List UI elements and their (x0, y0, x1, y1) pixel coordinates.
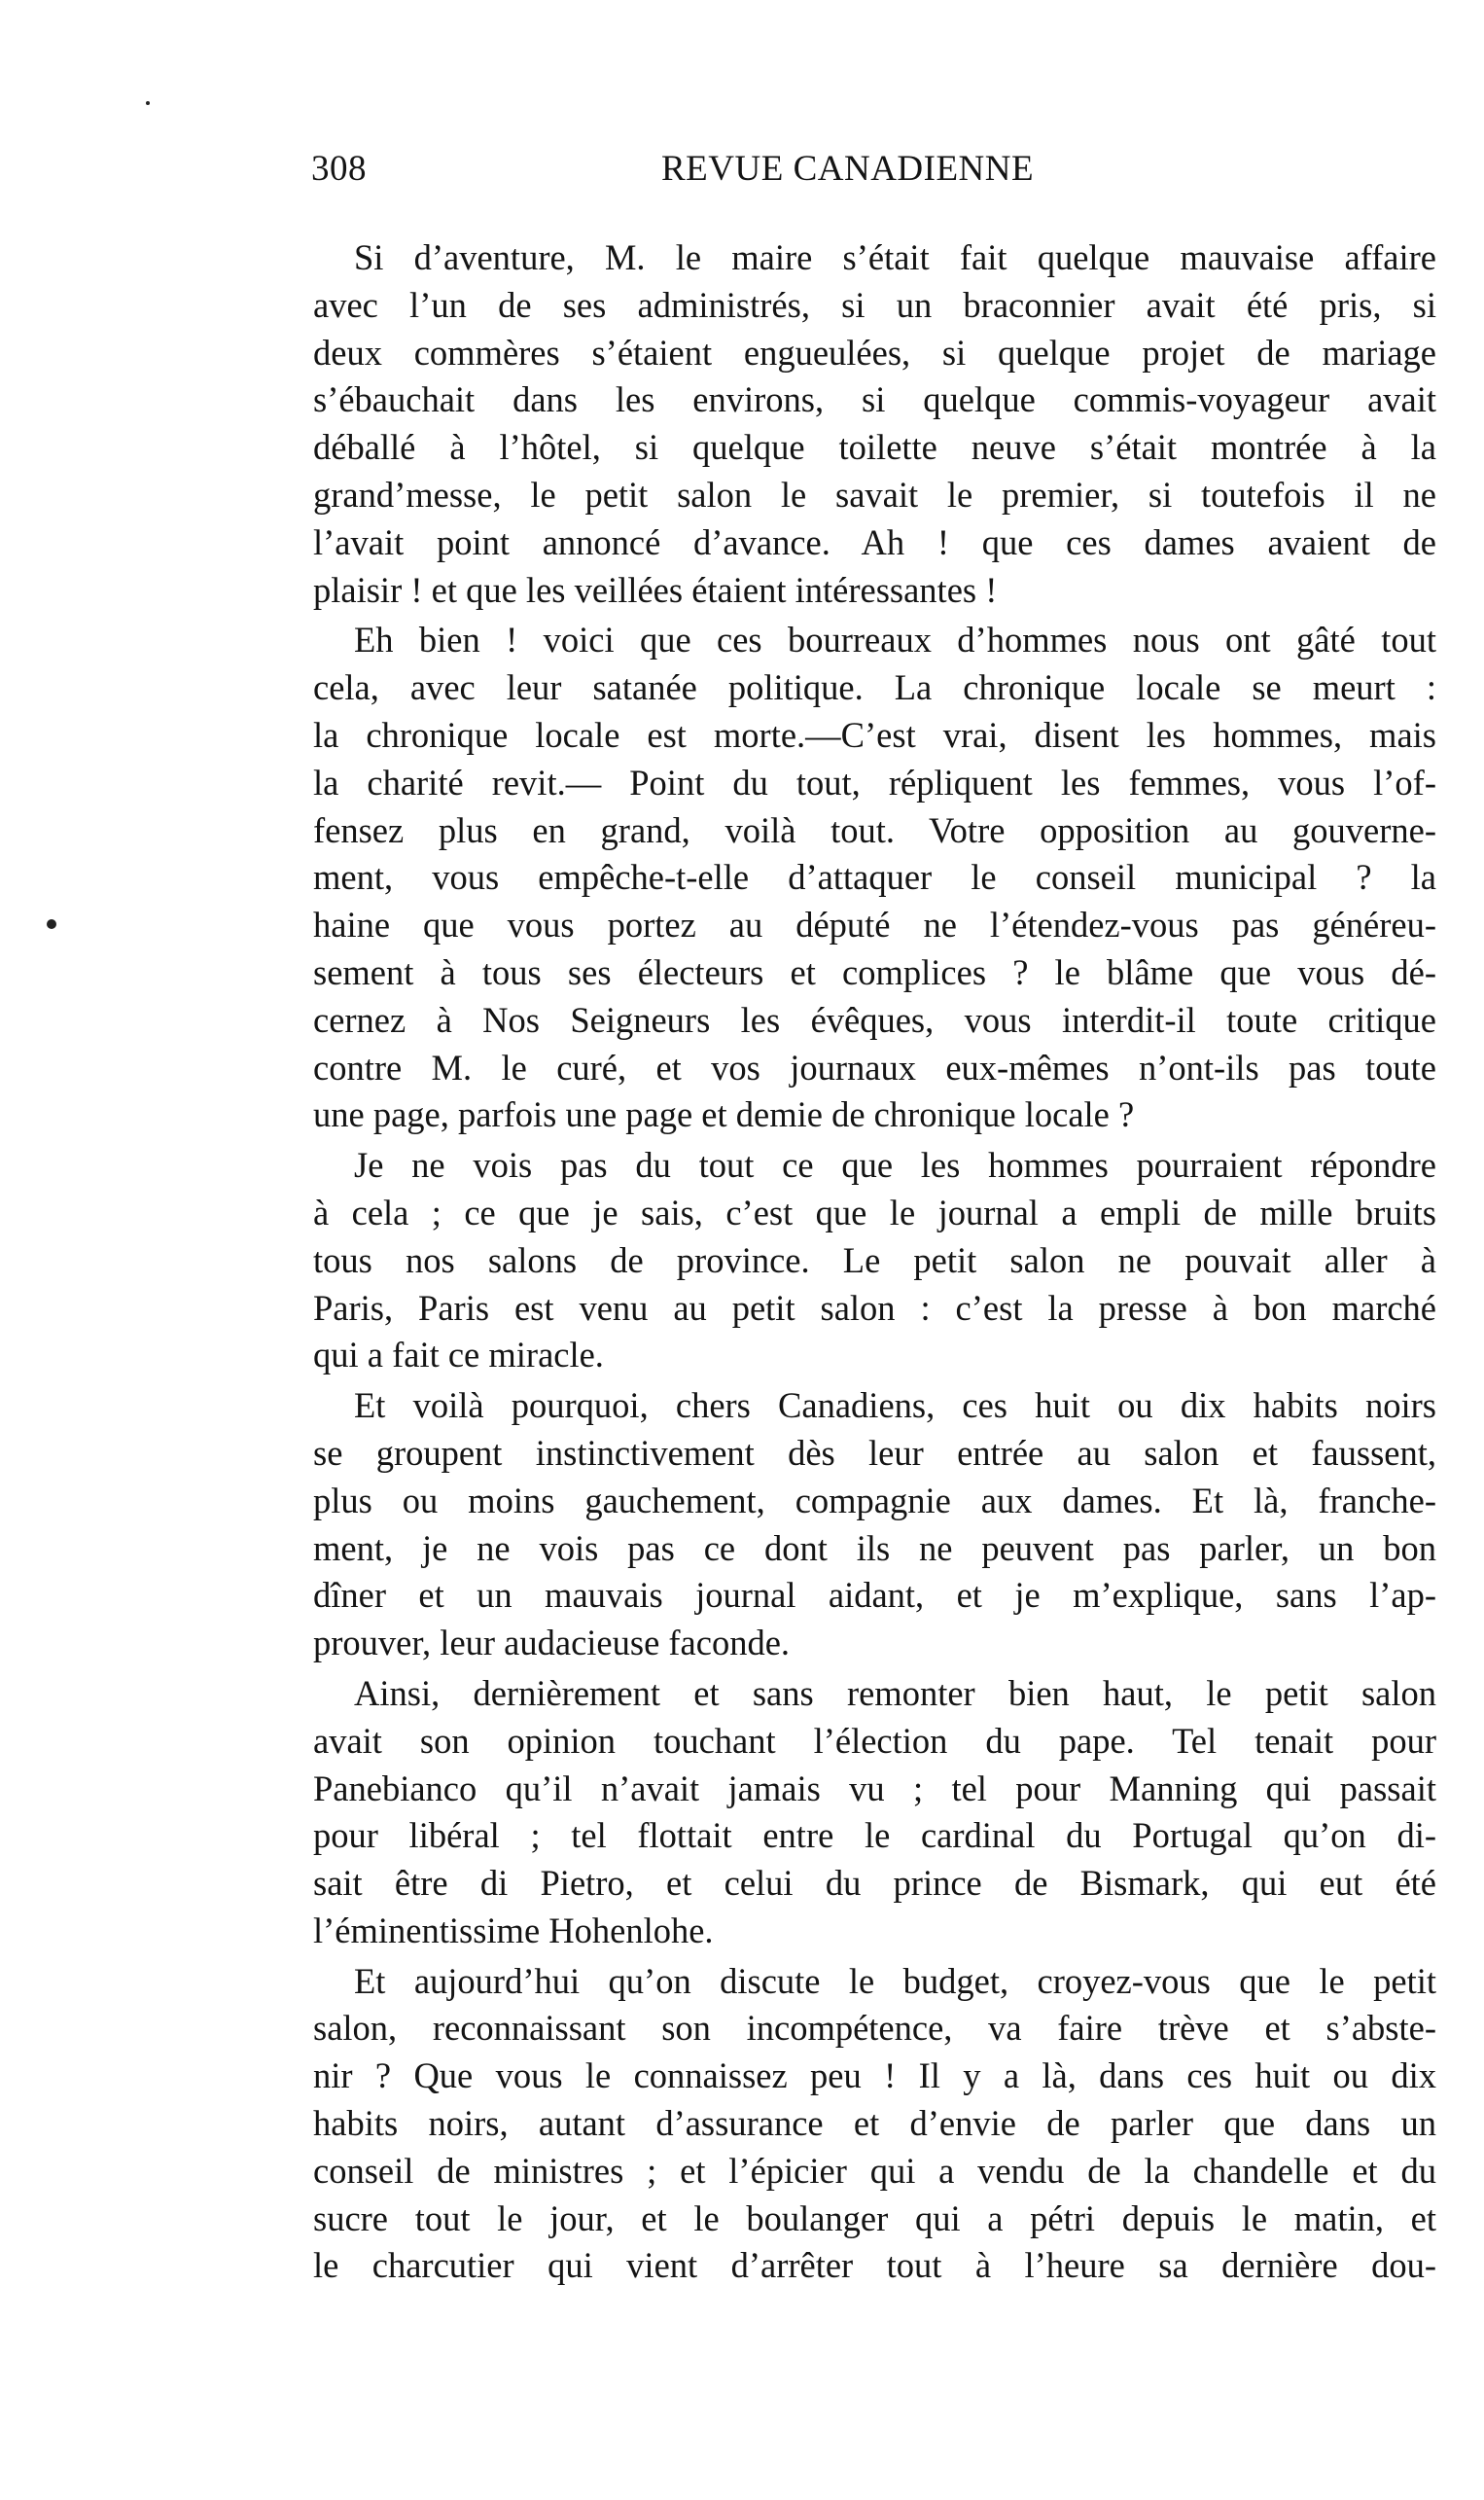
paragraph-5 (313, 1667, 1436, 1955)
text-line: sement à tous ses électeurs et complices ? le blâme que vous dé- (313, 951, 1436, 992)
page-header (311, 148, 1148, 196)
text-line: deux commères s’étaient engueulées, si quelque projet de mariage (313, 332, 1436, 373)
text-line: grand’messe, le petit salon le savait le premier, si toutefois il ne (313, 474, 1436, 515)
text-line: ment, je ne vois pas ce dont ils ne peuvent pas parler, un bon (313, 1527, 1436, 1568)
text-line: Et aujourd’hui qu’on discute le budget, croyez-vous que le petit (354, 1960, 1436, 2001)
text-line: déballé à l’hôtel, si quelque toilette neuve s’était montrée à la (313, 427, 1436, 468)
page-number: 308 (311, 149, 367, 189)
text-line: fensez plus en grand, voilà tout. Votre opposition au gouverne- (313, 809, 1436, 850)
text-line: Panebianco qu’il n’avait jamais vu ; tel pour Manning qui passait (313, 1768, 1436, 1808)
text-line: avec l’un de ses administrés, si un braconnier avait été pris, si (313, 284, 1436, 325)
text-line: l’éminentissime Hohenlohe. (313, 1910, 714, 1950)
text-line: Si d’aventure, M. le maire s’était fait quelque mauvaise affaire (354, 237, 1436, 277)
text-line: la chronique locale est morte.—C’est vrai, disent les hommes, mais (313, 714, 1436, 755)
text-line: le charcutier qui vient d’arrêter tout à l’heure sa dernière dou- (313, 2245, 1436, 2286)
text-line: sucre tout le jour, et le boulanger qui a pétri depuis le matin, et (313, 2197, 1436, 2238)
scan-speck (47, 919, 56, 929)
text-line: plus ou moins gauchement, compagnie aux dames. Et là, franche- (313, 1480, 1436, 1520)
text-line: s’ébauchait dans les environs, si quelque commis-voyageur avait (313, 379, 1436, 420)
text-line: tous nos salons de province. Le petit salon ne pouvait aller à (313, 1239, 1436, 1280)
text-line: Et voilà pourquoi, chers Canadiens, ces huit ou dix habits noirs (354, 1385, 1436, 1426)
paragraph-1 (313, 232, 1436, 614)
paragraph-3 (313, 1139, 1436, 1379)
text-line: conseil de ministres ; et l’épicier qui a vendu de la chandelle et du (313, 2150, 1436, 2191)
paragraph-2 (313, 614, 1436, 1139)
text-line: cernez à Nos Seigneurs les évêques, vous interdit-il toute critique (313, 999, 1436, 1040)
text-line: salon, reconnaissant son incompétence, va faire trève et s’abste- (313, 2008, 1436, 2049)
text-line: ment, vous empêche-t-elle d’attaquer le conseil municipal ? la (313, 857, 1436, 898)
text-line: Paris, Paris est venu au petit salon : c’est la presse à bon marché (313, 1287, 1436, 1328)
text-line: Je ne vois pas du tout ce que les hommes pourraient répondre (354, 1145, 1436, 1186)
scan-speck (146, 101, 150, 105)
text-line: dîner et un mauvais journal aidant, et je m’explique, sans l’ap- (313, 1575, 1436, 1616)
text-line: se groupent instinctivement dès leur entrée au salon et faussent, (313, 1432, 1436, 1473)
text-line: cela, avec leur satanée politique. La chronique locale se meurt : (313, 667, 1436, 708)
text-line: nir ? Que vous le connaissez peu ! Il y a là, dans ces huit ou dix (313, 2055, 1436, 2096)
text-line: Ainsi, dernièrement et sans remonter bien haut, le petit salon (354, 1672, 1436, 1713)
text-line: la charité revit.— Point du tout, répliquent les femmes, vous l’of- (313, 762, 1436, 803)
text-line: plaisir ! et que les veillées étaient intéressantes ! (313, 569, 998, 610)
text-line: à cela ; ce que je sais, c’est que le journal a empli de mille bruits (313, 1192, 1436, 1232)
text-line: qui a fait ce miracle. (313, 1335, 604, 1375)
body-text (313, 232, 1436, 2290)
text-line: habits noirs, autant d’assurance et d’envie de parler que dans un (313, 2103, 1436, 2144)
text-line: prouver, leur audacieuse faconde. (313, 1623, 791, 1663)
paragraph-6 (313, 1955, 1436, 2291)
text-line: l’avait point annoncé d’avance. Ah ! que ces dames avaient de (313, 521, 1436, 562)
running-title: REVUE CANADIENNE (661, 149, 1035, 189)
paragraph-4 (313, 1379, 1436, 1667)
text-line: haine que vous portez au député ne l’étendez-vous pas généreu- (313, 905, 1436, 946)
text-line: une page, parfois une page et demie de chronique locale ? (313, 1094, 1135, 1135)
text-line: contre M. le curé, et vos journaux eux-mêmes n’ont-ils pas toute (313, 1047, 1436, 1088)
text-line: avait son opinion touchant l’élection du pape. Tel tenait pour (313, 1720, 1436, 1761)
text-line: pour libéral ; tel flottait entre le cardinal du Portugal qu’on di- (313, 1815, 1436, 1856)
text-line: sait être di Pietro, et celui du prince de Bismark, qui eut été (313, 1863, 1436, 1904)
text-line: Eh bien ! voici que ces bourreaux d’hommes nous ont gâté tout (354, 620, 1436, 661)
